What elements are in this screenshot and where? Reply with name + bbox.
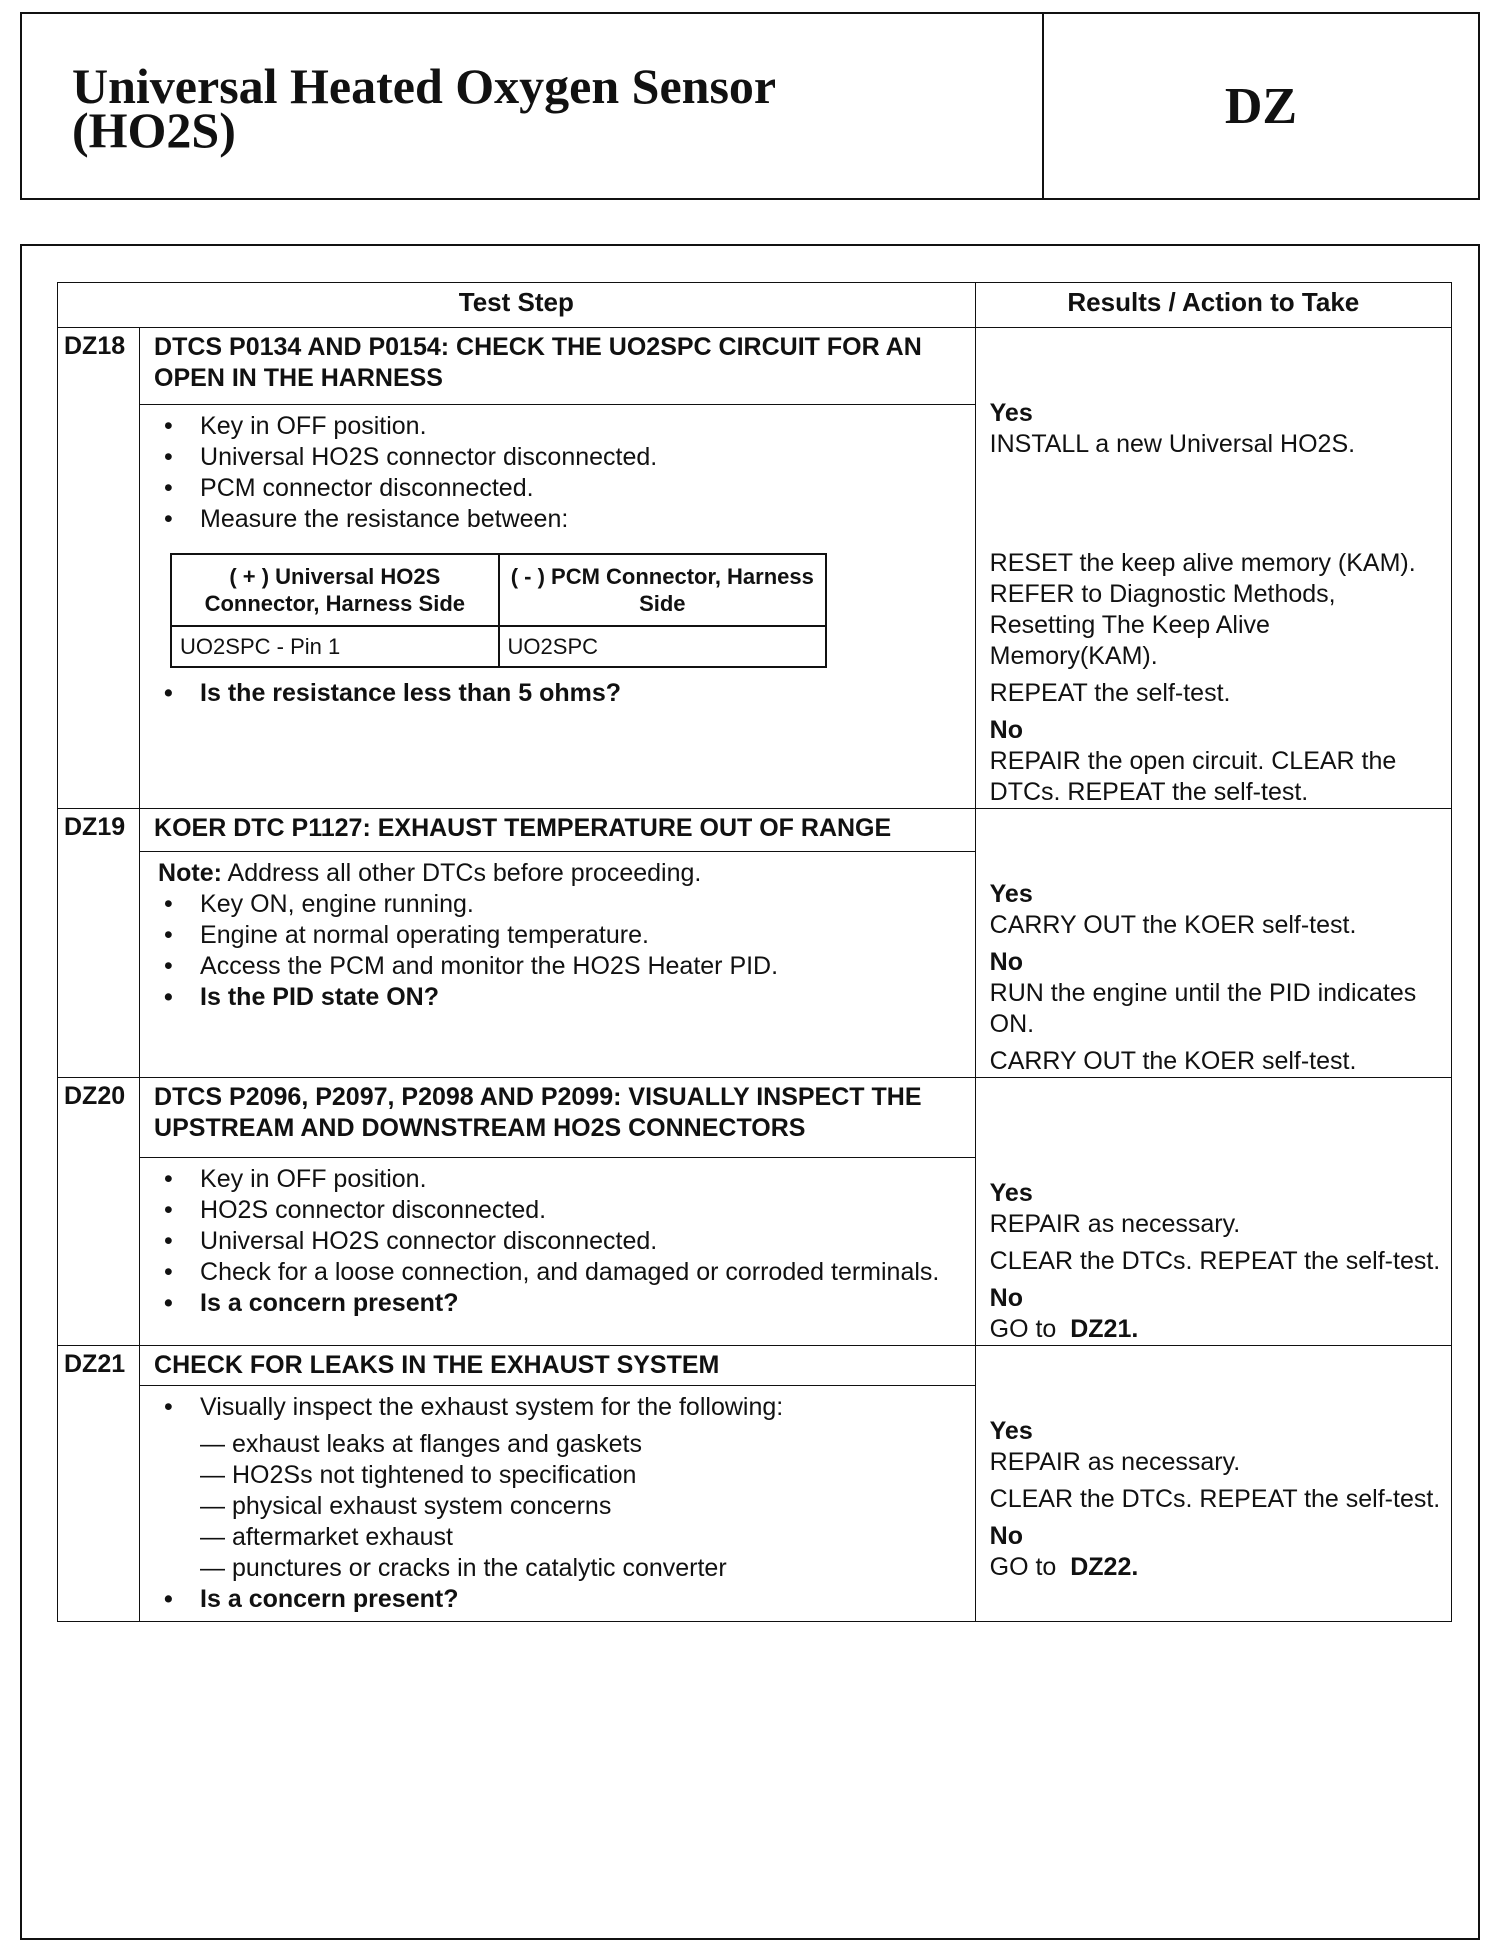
step-instruction: • Key ON, engine running. <box>158 889 967 920</box>
yes-label: Yes <box>989 880 1033 908</box>
header-test-step: Test Step <box>58 283 976 328</box>
step-results <box>975 1346 1451 1622</box>
yes-action: INSTALL a new Universal HO2S. <box>989 430 1356 458</box>
step-instruction: • Key in OFF position. <box>158 1164 967 1195</box>
no-label: No <box>989 1284 1023 1312</box>
step-id: DZ19 <box>58 809 140 852</box>
no-label: No <box>989 948 1023 976</box>
header-results: Results / Action to Take <box>975 283 1451 328</box>
step-id: DZ21 <box>58 1346 140 1386</box>
step-body <box>140 1386 976 1622</box>
section-code: DZ <box>1224 77 1298 135</box>
yes-label: Yes <box>989 1417 1033 1445</box>
yes-action: CLEAR the DTCs. REPEAT the self-test. <box>989 1247 1441 1275</box>
step-id: DZ18 <box>58 328 140 405</box>
step-instruction: • Visually inspect the exhaust system for the following: <box>158 1392 967 1423</box>
no-label: No <box>989 1522 1023 1550</box>
step-instruction: • HO2S connector disconnected. <box>158 1195 967 1226</box>
inspection-item: — physical exhaust system concerns <box>200 1491 967 1522</box>
step-id-spacer <box>58 852 140 1078</box>
page-header <box>20 12 1480 200</box>
yes-action: REPEAT the self-test. <box>989 679 1231 707</box>
step-instruction: • Engine at normal operating temperature. <box>158 920 967 951</box>
no-action: RUN the engine until the PID indicates ON. <box>989 979 1417 1038</box>
step-question: • Is a concern present? <box>158 1288 967 1319</box>
yes-action: CARRY OUT the KOER self-test. <box>989 911 1357 939</box>
no-label: No <box>989 716 1023 744</box>
step-id: DZ20 <box>58 1078 140 1158</box>
step-instruction: • Access the PCM and monitor the HO2S Heater PID. <box>158 951 967 982</box>
yes-action: REPAIR as necessary. <box>989 1210 1241 1238</box>
step-instruction: • Universal HO2S connector disconnected. <box>158 442 967 473</box>
yes-label: Yes <box>989 399 1033 427</box>
meas-col2-header: ( - ) PCM Connector, Harness Side <box>499 554 827 626</box>
step-instruction: • Measure the resistance between: <box>158 504 967 535</box>
step-results <box>975 809 1451 1078</box>
page-title <box>22 14 1044 198</box>
step-instruction: • PCM connector disconnected. <box>158 473 967 504</box>
step-question: • Is a concern present? <box>158 1584 967 1615</box>
step-id-spacer <box>58 405 140 809</box>
step-body <box>140 405 976 809</box>
step-title: KOER DTC P1127: EXHAUST TEMPERATURE OUT OF RANGE <box>140 809 976 852</box>
step-title-row <box>58 809 1452 852</box>
inspection-item: — HO2Ss not tightened to specification <box>200 1460 967 1491</box>
meas-cell: UO2SPC - Pin 1 <box>171 626 499 667</box>
step-note: Note: Address all other DTCs before proceeding. <box>158 859 702 888</box>
step-title: CHECK FOR LEAKS IN THE EXHAUST SYSTEM <box>140 1346 976 1386</box>
step-id-spacer <box>58 1386 140 1622</box>
no-action: GO to DZ21. <box>989 1315 1139 1343</box>
no-action: GO to DZ22. <box>989 1553 1139 1581</box>
step-title-row <box>58 1078 1452 1158</box>
test-steps-table <box>57 282 1452 1622</box>
step-title-row <box>58 328 1452 405</box>
step-results <box>975 1078 1451 1346</box>
yes-action: REPAIR as necessary. <box>989 1448 1241 1476</box>
table-header-row <box>58 283 1452 328</box>
meas-col1-header: ( + ) Universal HO2S Connector, Harness Side <box>171 554 499 626</box>
step-instruction: • Universal HO2S connector disconnected. <box>158 1226 967 1257</box>
measurement-table <box>170 553 827 668</box>
step-question: • Is the resistance less than 5 ohms? <box>158 678 967 709</box>
meas-cell: UO2SPC <box>499 626 827 667</box>
step-instruction: • Key in OFF position. <box>158 411 967 442</box>
no-action: CARRY OUT the KOER self-test. <box>989 1047 1357 1075</box>
page-title-line1: Universal Heated Oxygen Sensor <box>72 58 777 114</box>
step-id-spacer <box>58 1157 140 1345</box>
step-question: • Is the PID state ON? <box>158 982 967 1013</box>
yes-label: Yes <box>989 1179 1033 1207</box>
content-frame <box>20 244 1480 1940</box>
yes-action: RESET the keep alive memory (KAM). REFER to Diagnostic Methods, Resetting The Keep Alive Memory(KAM). <box>989 549 1416 670</box>
inspection-item: — aftermarket exhaust <box>200 1522 967 1553</box>
step-title: DTCS P0134 AND P0154: CHECK THE UO2SPC CIRCUIT FOR AN OPEN IN THE HARNESS <box>140 328 976 405</box>
step-title-row <box>58 1346 1452 1386</box>
step-body <box>140 852 976 1078</box>
step-body <box>140 1157 976 1345</box>
step-results <box>975 328 1451 809</box>
inspection-item: — exhaust leaks at flanges and gaskets <box>200 1429 967 1460</box>
inspection-item: — punctures or cracks in the catalytic converter <box>200 1553 967 1584</box>
step-title: DTCS P2096, P2097, P2098 AND P2099: VISUALLY INSPECT THE UPSTREAM AND DOWNSTREAM HO2S CONNECTORS <box>140 1078 976 1158</box>
inspection-list <box>158 1429 967 1584</box>
page-title-line2: (HO2S) <box>72 102 236 158</box>
yes-action: CLEAR the DTCs. REPEAT the self-test. <box>989 1485 1441 1513</box>
no-action: REPAIR the open circuit. CLEAR the DTCs. REPEAT the self-test. <box>989 747 1397 806</box>
step-instruction: • Check for a loose connection, and damaged or corroded terminals. <box>158 1257 967 1288</box>
